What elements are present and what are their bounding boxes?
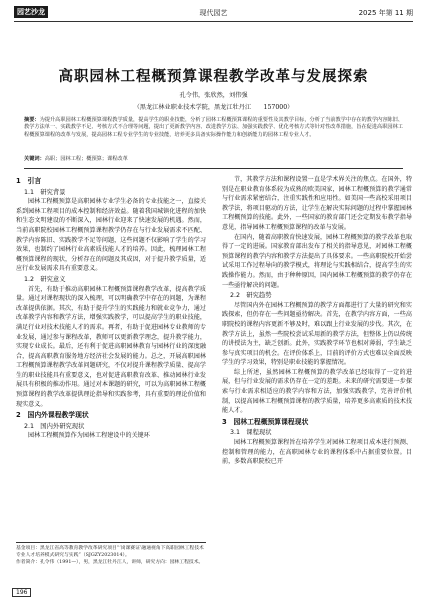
abstract-label: 摘要： — [24, 117, 40, 123]
header-rule — [14, 21, 413, 22]
footnote-bio: 作者简介：孔令伟（1991—），男，黑龙江牡丹江人，讲师，研究方向：园林工程技术。 — [16, 560, 204, 565]
body-paragraph: 首先，有助于推动高职园林工程概预算课程教学改革，提高教学质量。通过对课程现状的深入梳理，可以明确教学中存在的问题，为课程改革提供依据。其次，有助于提升学生的实践能力和就业竞争力，通过改革教学内容和教学方法，增强实践教学，可以提高学生的职业技能，满足行业对技术技能人才的需求。再者，有助于促进园林专业教师的专业发展，通过参与课程改革，教师可以更新教学理念，提升教学能力，实现专业成长。最后，还有利于促进高职园林教育与园林行业的深度融合，提高高职教育服务地方经济社会发展的能力。总之，开展高职园林工程概预算课程教学改革问题研究，不仅对提升课程教学质量、提高学生的职业技能具有重要意义，也对促进高职教育改革、推动园林行业发展具有积极的推动作用。通过对本课题的研究，可以为高职园林工程概预算课程的教学改革提供理论指导和实践参考，具有重要的理论价值和现实意义。 — [16, 285, 206, 408]
page-number: 196 — [12, 588, 31, 597]
abstract-text: 为提升高职园林工程概预算课程教学质量，提高学生的职业技能，分析了园林工程概预算课程的重要性及其教学目标，分析了当前教学中存在的教学内容陈旧、教学方法单一、实践教学不足、考核方式不合理等问题，提出了更新教学内容、改进教学方法、加强实践教学、优化考核方式等针对性改革措施，旨在促进高职园林工程概预算课程的改革与发展，提高园林工程专业学生的专业技能，培养更多具备实际操作能力和创新能力的园林工程专业人才。 — [24, 117, 403, 138]
section-heading: 1 引言 — [16, 177, 42, 185]
body-column-right — [222, 175, 412, 467]
body-column-left — [16, 175, 206, 441]
body-paragraph: 尽管国内外在园林工程概预算的教学方面都进行了大量的研究和实践探索，但仍存在一些问题亟待解决。首先，在教学内容方面，一些高职院校的课程内容更新不够及时，难以跟上行业发展的步伐。其次，在教学方法上，虽然一些院校尝试采用新的教学方法，但整体上仍以传统的讲授法为主，缺乏创新。此外，实践教学环节也相对薄弱，学生缺乏参与真实项目的机会。在评价体系上，目前的评价方式也难以全面反映学生的学习效果，特别是职业技能的掌握情况。 — [222, 301, 412, 367]
body-paragraph: 园林工程概预算作为园林工程建设中的关键环 — [28, 432, 150, 440]
body-paragraph: 节，其教学方法和课程设置一直是学术界关注的焦点。在国外，特别是在职业教育体系较为成熟的欧美国家，园林工程概预算的教学通常与行业需求紧密结合，注重实践性和应用性。如美国一些高校采用项目教学法，将项目驱动的方法，让学生在解决实际问题的过程中掌握园林工程概预算的技能。此外，一些国家的教育部门还会定期发布教学指导意见，指导园林工程概预算课程的改革与发展。 — [222, 176, 412, 231]
page-header — [14, 6, 413, 20]
abstract — [24, 117, 403, 139]
subsection-heading: 1.1 研究背景 — [24, 188, 66, 196]
article-authors: 孔令伟，张欣然，刘伟强 — [179, 92, 248, 99]
journal-name: 现代园艺 — [199, 9, 228, 17]
section-heading: 2 国内外课程教学现状 — [16, 411, 89, 420]
subsection-heading: 2.2 研究趋势 — [230, 292, 272, 300]
keywords — [24, 155, 403, 162]
article-title: 高职园林工程概预算课程教学改革与发展探索 — [58, 69, 369, 85]
issue-number: 2025 年第 11 期 — [358, 9, 413, 17]
body-paragraph: 在国内，随着高职教育快速发展，园林工程概预算的教学改革也取得了一定的进展。国家教育部出发布了相关的指导意见，对园林工程概预算课程的教学内容和教学方法提出了具体要求。一些高职院校开始尝试采用工作过程导向的教学模式，将理论与实践相结合，提高学生的实践操作能力。然而，由于种种原因，国内园林工程概预算的教学仍存在一些亟待解决的问题。 — [222, 233, 412, 289]
section-heading: 3 园林工程概预算课程现状 — [222, 417, 309, 426]
abstract-rule — [24, 168, 403, 169]
footnote-fund: 基金项目：黑龙江省高等教育教学改革研究项目“‘岗课赛证’融通视角下高职园林工程技术专业人才培养模式研究与实践”（SJGZY2023014）。 — [16, 546, 204, 558]
keywords-text: 高职；园林工程；概预算；课程改革 — [44, 156, 128, 162]
body-paragraph: 综上所述，虽然园林工程概预算的教学改革已经取得了一定的进展，但与行业发展的需求仍存在一定的差距。未来的研究需要进一步探索与行业需求相适应的教学内容和方法，加强实践教学，完善评价机制，以提高园林工程概预算课程的教学质量，培养更多高素质的技术技能人才。 — [222, 368, 412, 415]
section-tag: 园艺沙龙 — [14, 6, 48, 18]
subsection-heading: 1.2 研究意义 — [24, 275, 66, 283]
body-paragraph: 园林工程概预算课程旨在培养学生对园林工程项目成本进行预测、控制和管理的能力，在高职园林专业的课程体系中占据重要位置。目前，多数高职院校已开 — [222, 439, 412, 466]
footnote — [16, 542, 206, 566]
keywords-label: 关键词： — [24, 156, 45, 162]
body-paragraph: 园林工程概预算是高职园林专业学生必备的专业技能之一，直接关系到园林工程项目的成本控制和经济效益。随着我国城镇化进程的加快和生态文明建设的不断深入，园林行业迎来了快速发展的机遇。然而，当前高职院校园林工程概预算课程教学仍存在与行业发展需求不匹配、教学内容陈旧、实践教学不足等问题，这些问题不仅影响了学生的学习效果，也制约了园林行业高素质技能人才的培养。因此，梳理园林工程概预算课程的现状，分析存在的问题及其成因，对于提升教学质量，适应行业发展需求具有重要意义。 — [16, 198, 206, 273]
subsection-heading: 2.1 国内外研究现状 — [24, 422, 85, 430]
subsection-heading: 3.1 课程现状 — [230, 429, 272, 437]
article-affiliation: （黑龙江林业职业技术学院，黑龙江牡丹江 157000） — [133, 104, 294, 111]
